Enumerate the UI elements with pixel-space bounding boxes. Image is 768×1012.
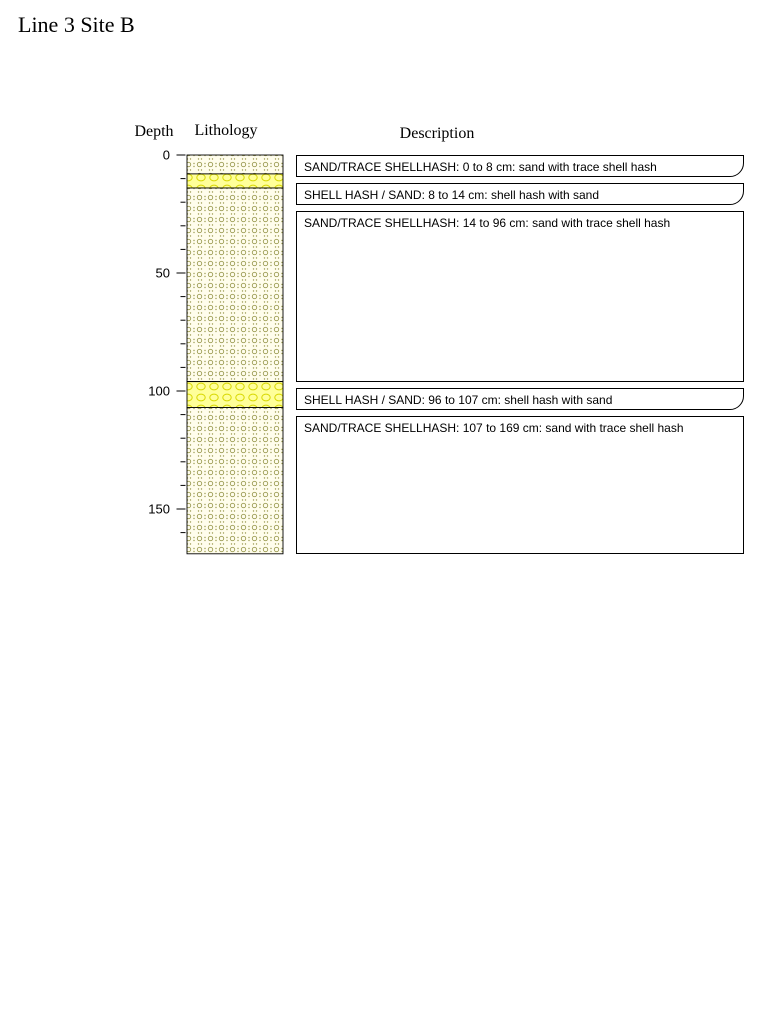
lithology-layer-0-8 xyxy=(187,155,283,174)
lithology-layer-107-169 xyxy=(187,408,283,554)
depth-tick-label: 150 xyxy=(148,501,170,517)
description-text: SHELL HASH / SAND: 8 to 14 cm: shell hash with sand xyxy=(304,188,600,202)
lithology-column-header: Lithology xyxy=(194,122,258,139)
description-box xyxy=(296,388,744,410)
depth-column-header: Depth xyxy=(134,123,174,140)
depth-tick-label: 100 xyxy=(148,383,170,399)
lithology-layer-96-107 xyxy=(187,382,283,408)
description-text: SAND/TRACE SHELLHASH: 0 to 8 cm: sand with trace shell hash xyxy=(304,160,657,174)
lithology-layer-8-14 xyxy=(187,174,283,188)
description-box xyxy=(296,416,744,554)
lithology-column xyxy=(187,155,283,554)
depth-tick-label: 50 xyxy=(155,265,170,281)
description-text: SHELL HASH / SAND: 96 to 107 cm: shell hash with sand xyxy=(304,392,613,407)
lithology-log xyxy=(130,150,290,562)
depth-tick-label: 0 xyxy=(162,150,170,163)
description-text: SAND/TRACE SHELLHASH: 107 to 169 cm: sand with trace shell hash xyxy=(304,420,684,435)
page-title: Line 3 Site B xyxy=(18,12,135,37)
lithology-layer-14-96 xyxy=(187,188,283,382)
description-text: SAND/TRACE SHELLHASH: 14 to 96 cm: sand with trace shell hash xyxy=(304,216,671,230)
description-box xyxy=(296,211,744,382)
description-box xyxy=(296,155,744,177)
description-column-header: Description xyxy=(399,125,475,142)
depth-axis xyxy=(148,150,185,533)
description-box xyxy=(296,183,744,205)
